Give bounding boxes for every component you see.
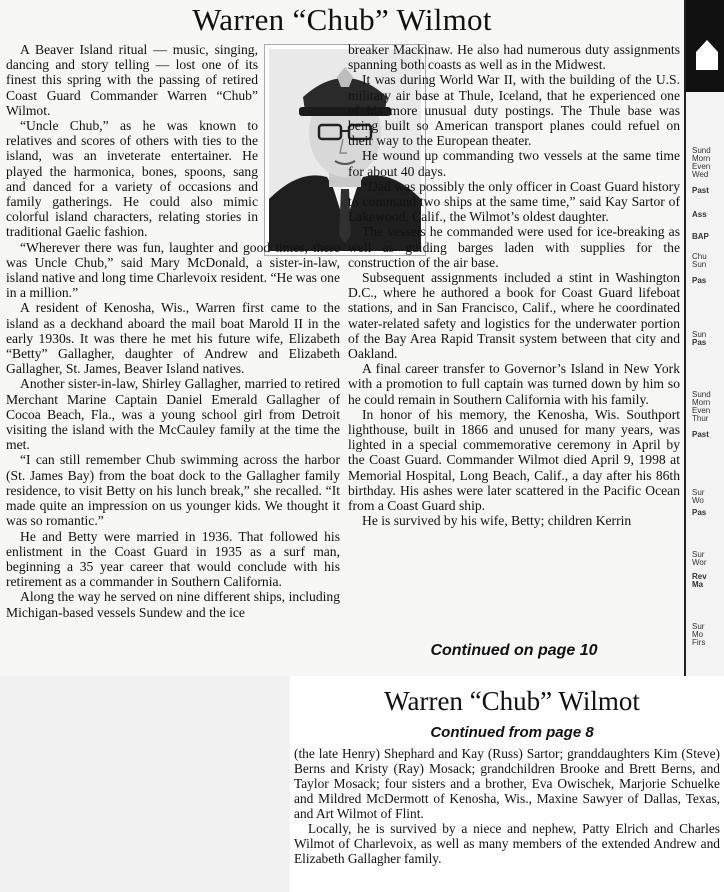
paragraph: “I can still remember Chub swimming across the harbor (St. James Bay) from the boat dock to the Gallagher family residence, to visit Betty on his lunch break,” she recalled. “It made quite an impression on us younger kids. We thought it was so romantic.” bbox=[6, 452, 340, 529]
column-1-wrapped-section bbox=[6, 42, 258, 240]
schedule-fragment: Ma bbox=[692, 580, 704, 589]
schedule-fragment: Firs bbox=[692, 638, 706, 647]
schedule-fragment: Even bbox=[692, 406, 711, 415]
schedule-fragment: Rev bbox=[692, 572, 707, 581]
schedule-fragment: Sun bbox=[692, 260, 707, 269]
paragraph: He is survived by his wife, Betty; children Kerrin bbox=[362, 513, 632, 529]
schedule-fragment: Wo bbox=[692, 496, 704, 505]
church-logo bbox=[686, 0, 724, 92]
schedule-fragment: Sur bbox=[692, 488, 705, 497]
schedule-fragment: Chu bbox=[692, 252, 707, 261]
schedule-fragment: Pas bbox=[692, 338, 707, 347]
paragraph: He and Betty were married in 1936. That followed his enlistment in the Coast Guard in 1935 as a surf man, beginning a 35 year career that would conclude with his retirement as a commander in Southern California. bbox=[6, 528, 340, 590]
paragraph: It was during World War II, with the building of the U.S. military air base at Thule, Iceland, that he experienced one of his more unusual duty postings. The Thule base was being built so American transport planes could refuel on their way to the European theater. bbox=[348, 72, 680, 149]
paragraph: (the late Henry) Shephard and Kay (Russ) Sartor; granddaughters Kim (Steve) Berns and Kristy (Ray) Mosack; grandchildren Brooke and Brett Berns, and Taylor Mosack; four sisters and a brother, Eva Owischek, Marjorie Schuelke and Mildred McDermott of Kenosha, Wis., Maxine Sawyer of Dallas, Texas, and Art Wilmot of Flint. bbox=[294, 746, 720, 821]
obituary-title: Warren “Chub” Wilmot bbox=[192, 2, 492, 37]
article-column-1 bbox=[6, 42, 340, 620]
paragraph: In honor of his memory, the Kenosha, Wis. Southport lighthouse, built in 1866 and unused for many years, was lighted in a special commemorative ceremony in April by the Coast Guard. Commander Wilmot died April 9, 1998 at Memorial Hospital, Long Beach, Calif., a day after his 86th birthday. His ashes were later scattered in the Pacific Ocean from a Coast Guard ship. bbox=[348, 406, 680, 514]
schedule-fragment: Even bbox=[692, 162, 711, 171]
schedule-fragment: Past bbox=[692, 186, 709, 195]
schedule-fragment: Thur bbox=[692, 414, 709, 423]
schedule-fragment: Sund bbox=[692, 146, 711, 155]
paragraph: Subsequent assignments included a stint in Washington D.C., where he authored a book for Coast Guard lifeboat stations, and in San Francisco, Calif., where he coordinated water-related safety and logistics for the underwater portion of the Bay Area Rapid Transit system between that city and Oakland. bbox=[348, 270, 680, 362]
church-house-icon bbox=[696, 40, 718, 70]
schedule-fragment: Pas bbox=[692, 276, 707, 285]
paragraph: The vessels he commanded were used for ice-breaking as well as guiding barges laden with supplies for the construction of the air base. bbox=[348, 224, 680, 270]
continued-on-label: Continued on page 10 bbox=[430, 642, 598, 659]
paragraph: He wound up commanding two vessels at the same time for about 40 days. bbox=[348, 148, 680, 179]
schedule-fragment: Wed bbox=[692, 170, 709, 179]
article-column-2 bbox=[348, 42, 680, 529]
schedule-fragment: Wor bbox=[692, 558, 707, 567]
bleed-through-area bbox=[0, 676, 290, 892]
continued-from-label: Continued from page 8 bbox=[430, 724, 594, 741]
paragraph: “Wherever there was fun, laughter and good times, there was Uncle Chub,” said Mary McDonald, a sister-in-law, island native and long time Charlevoix resident. “He was one in a million.” bbox=[6, 239, 340, 301]
schedule-fragment: Sun bbox=[692, 330, 707, 339]
adjacent-column-fragment bbox=[684, 0, 724, 676]
schedule-fragment: Pas bbox=[692, 508, 707, 517]
paragraph: Locally, he is survived by a niece and nephew, Patty Elrich and Charles Wilmot of Charlevoix, as well as many members of the extended Andrew and Elizabeth Gallagher family. bbox=[294, 821, 720, 866]
schedule-fragment: Past bbox=[692, 430, 709, 439]
paragraph: A Beaver Island ritual — music, singing, dancing and story telling — lost one of its finest this spring with the passing of retired Coast Guard Commander Warren “Chub” Wilmot. bbox=[6, 42, 258, 118]
schedule-fragment: Morn bbox=[692, 398, 711, 407]
paragraph: A final career transfer to Governor’s Island in New York with a promotion to full captain was turned down by him so he could remain in Southern California with his family. bbox=[348, 361, 680, 407]
paragraph: “Uncle Chub,” as he was known to relatives and scores of others with ties to the island, was an inveterate entertainer. He played the harmonica, bones, spoons, sang and danced for a variety of occasions and family gatherings. He could also mimic colorful island characters, relating stories in traditional Gaelic fashion. bbox=[6, 118, 258, 240]
schedule-fragment: Morn bbox=[692, 154, 711, 163]
paragraph: A resident of Kenosha, Wis., Warren first came to the island as a deckhand aboard the mail boat Marold II in the early 1930s. It was there he met his future wife, Elizabeth “Betty” Gallagher, daughter of Andrew and Elizabeth Gallagher, St. James, Beaver Island natives. bbox=[6, 300, 340, 377]
schedule-fragment: Ass bbox=[692, 210, 707, 219]
paragraph: breaker Mackinaw. He also had numerous duty assignments spanning both coasts as well as in the Midwest. bbox=[348, 42, 680, 73]
schedule-fragment: Sur bbox=[692, 550, 705, 559]
schedule-fragment: Mo bbox=[692, 630, 704, 639]
continuation-column bbox=[294, 746, 720, 866]
continuation-title: Warren “Chub” Wilmot bbox=[384, 686, 640, 716]
paragraph: “Dad was possibly the only officer in Coast Guard history to command two ships at the same time,” said Kay Sartor of Lakewood, Calif., the Wilmot’s oldest daughter. bbox=[348, 178, 680, 225]
paragraph: Along the way he served on nine different ships, including Michigan-based vessels Sundew and the ice bbox=[6, 589, 340, 620]
paragraph: Another sister-in-law, Shirley Gallagher, married to retired Merchant Marine Captain Daniel Emerald Gallagher of Cocoa Beach, Fla., was a young school girl from Detroit visiting the island with the McCauley family at the time the met. bbox=[6, 376, 340, 453]
schedule-fragment: Sund bbox=[692, 390, 711, 399]
schedule-fragment: BAP bbox=[692, 232, 709, 241]
schedule-fragment: Sur bbox=[692, 622, 705, 631]
